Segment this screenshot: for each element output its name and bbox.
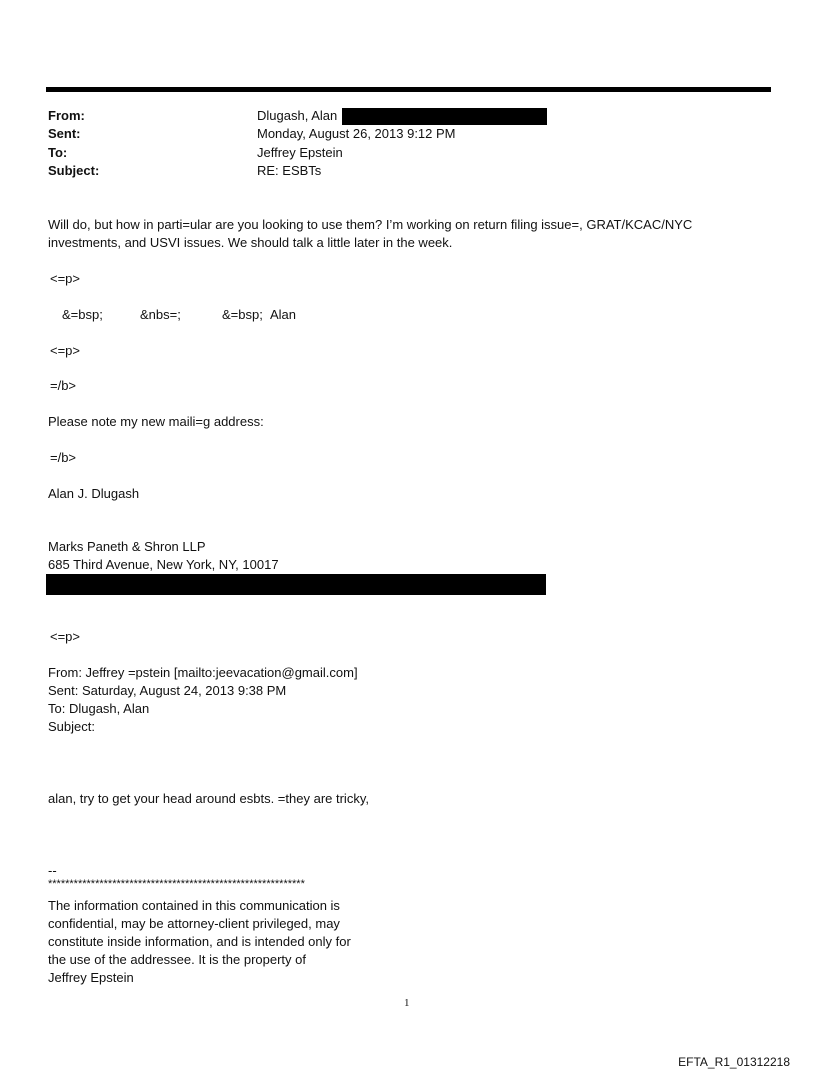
- stray-p-tag: <=p>: [50, 629, 81, 644]
- stray-nbsp-entity: &nbs=;: [140, 307, 181, 322]
- mailing-address-note: Please note my new maili=g address:: [48, 414, 264, 429]
- signature-name: Alan J. Dlugash: [48, 486, 140, 501]
- stray-p-tag: <=p>: [50, 271, 81, 286]
- from-value: Dlugash, Alan: [257, 108, 338, 123]
- sent-label: Sent:: [48, 126, 81, 141]
- subject-label: Subject:: [48, 163, 100, 178]
- subject-value: RE: ESBTs: [257, 163, 322, 178]
- quoted-sent-line: Sent: Saturday, August 24, 2013 9:38 PM: [48, 683, 287, 698]
- quoted-to-line: To: Dlugash, Alan: [48, 701, 150, 716]
- redaction-bar-signature-contact: [46, 574, 546, 595]
- to-label: To:: [48, 145, 68, 160]
- redaction-bar-sender-email: [342, 108, 547, 125]
- stray-b-tag: =/b>: [50, 450, 77, 465]
- quoted-message-text: alan, try to get your head around esbts. =they are tricky,: [48, 791, 369, 806]
- quoted-subject-line: Subject:: [48, 719, 95, 734]
- stray-p-tag: <=p>: [50, 343, 81, 358]
- signoff-name: Alan: [270, 307, 297, 322]
- stray-nbsp-entity: &=bsp;: [222, 307, 263, 322]
- stray-nbsp-entity: &=bsp;: [62, 307, 103, 322]
- sent-value: Monday, August 26, 2013 9:12 PM: [257, 126, 456, 141]
- reply-paragraph: Will do, but how in parti=ular are you looking to use them? I’m working on return filing issue=, GRAT/KCAC/NYC investments, and USVI issues. We should talk a little later in the week.: [48, 217, 693, 250]
- disclaimer-line: confidential, may be attorney-client privileged, may: [48, 916, 340, 931]
- disclaimer-line: constitute inside information, and is intended only for: [48, 934, 351, 949]
- signature-address: 685 Third Avenue, New York, NY, 10017: [48, 557, 279, 572]
- quoted-from-line: From: Jeffrey =pstein [mailto:jeevacation@gmail.com]: [48, 665, 358, 680]
- disclaimer-line: the use of the addressee. It is the property of: [48, 952, 306, 967]
- disclaimer-line: Jeffrey Epstein: [48, 970, 134, 985]
- signature-firm: Marks Paneth & Shron LLP: [48, 539, 206, 554]
- stray-b-tag: =/b>: [50, 378, 77, 393]
- header-divider-rule: [46, 87, 771, 92]
- to-value: Jeffrey Epstein: [257, 145, 343, 160]
- page-number: 1: [404, 997, 410, 1009]
- from-label: From:: [48, 108, 85, 123]
- document-id-stamp: EFTA_R1_01312218: [678, 1055, 790, 1069]
- disclaimer-line: The information contained in this communication is: [48, 898, 340, 913]
- signature-separator-dash: --: [48, 863, 57, 878]
- asterisk-divider: ************************************************************: [48, 878, 305, 890]
